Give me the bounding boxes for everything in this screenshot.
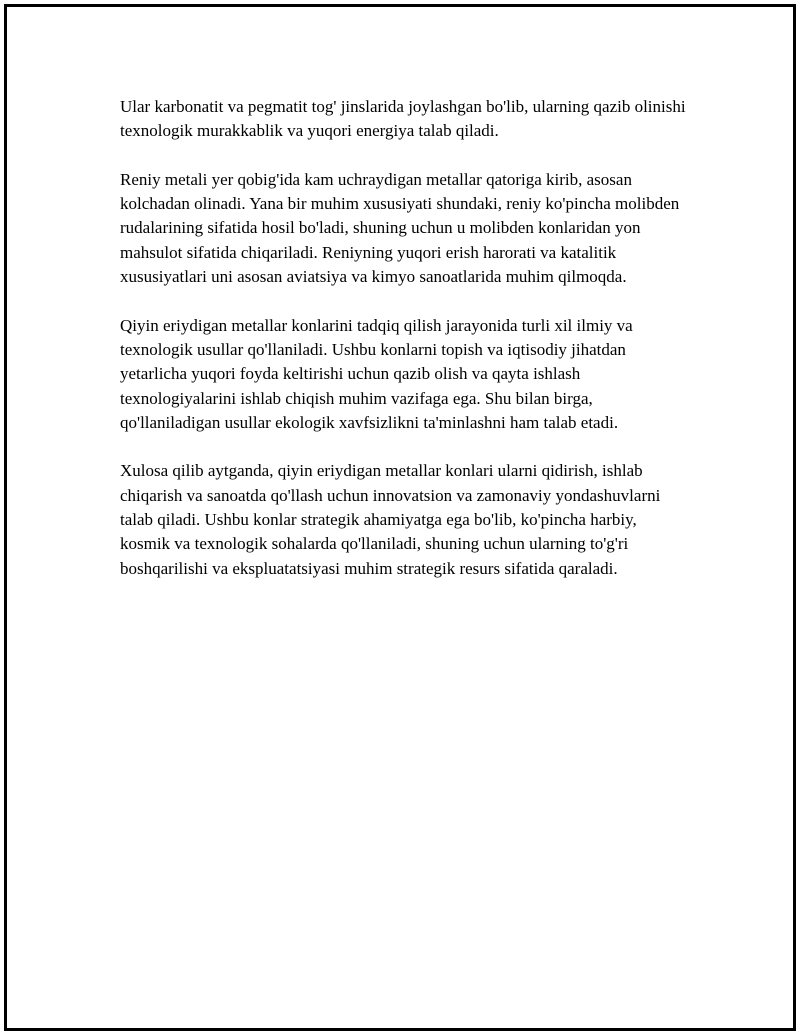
document-body: [120, 95, 690, 581]
paragraph-3: Qiyin eriydigan metallar konlarini tadqiq qilish jarayonida turli xil ilmiy va texnologik usullar qo'llaniladi. Ushbu konlarni topish va iqtisodiy jihatdan yetarlicha yuqori foyda keltirishi uchun qazib olish va qayta ishlash texnologiyalarini ishlab chiqish muhim vazifaga ega. Shu bilan birga, qo'llaniladigan usullar ekologik xavfsizlikni ta'minlashni ham talab etadi.: [120, 315, 633, 432]
paragraph-2: Reniy metali yer qobig'ida kam uchraydigan metallar qatoriga kirib, asosan kolchadan olinadi. Yana bir muhim xususiyati shundaki, reniy ko'pincha molibden rudalarining sifatida hosil bo'ladi, shuning uchun u molibden konlaridan yon mahsulot sifatida chiqariladi. Reniyning yuqori erish harorati va katalitik xususiyatlari uni asosan aviatsiya va kimyo sanoatlarida muhim qilmoqda.: [120, 169, 680, 287]
paragraph-1: Ular karbonatit va pegmatit tog' jinslarida joylashgan bo'lib, ularning qazib olinishi texnologik murakkablik va yuqori energiya talab qiladi.: [120, 97, 686, 141]
paragraph-4: Xulosa qilib aytganda, qiyin eriydigan metallar konlari ularni qidirish, ishlab chiqarish va sanoatda qo'llash uchun innovatsion va zamonaviy yondashuvlarni talab qiladi. Ushbu konlar strategik ahamiyatga ega bo'lib, ko'pincha harbiy, kosmik va texnologik sohalarda qo'llaniladi, shuning uchun ularning to'g'ri boshqarilishi va ekspluatatsiyasi muhim strategik resurs sifatida qaraladi.: [120, 461, 661, 578]
document-page: [4, 4, 796, 1031]
